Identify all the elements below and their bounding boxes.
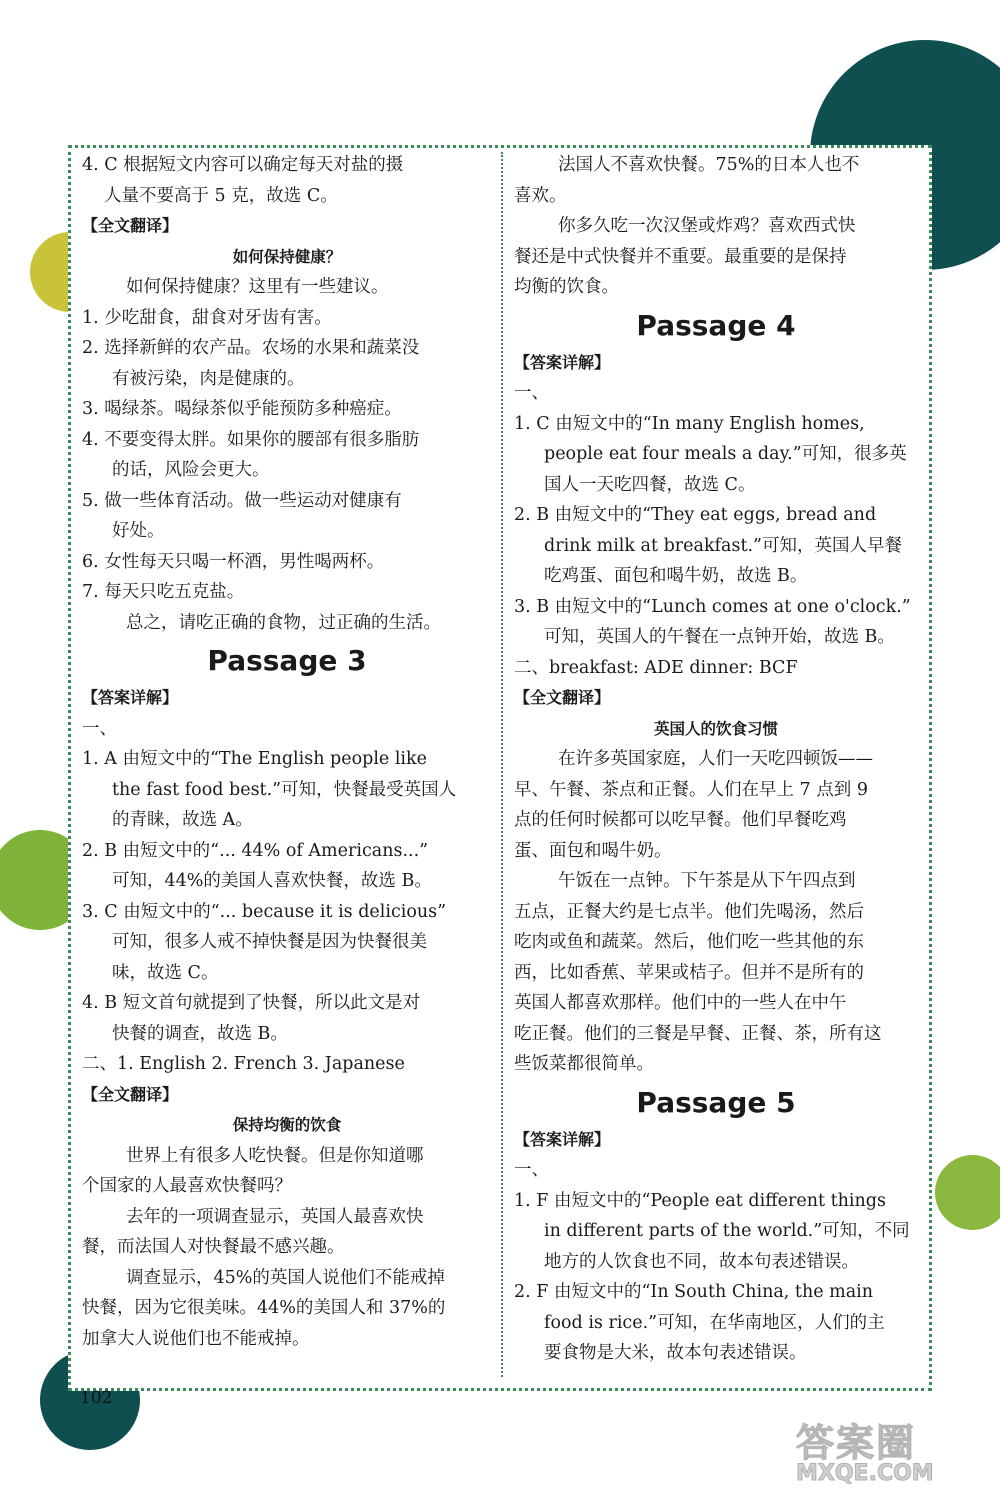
text-line: 调查显示，45%的英国人说他们不能戒掉: [126, 1267, 445, 1288]
answer-line: 可知，44%的美国人喜欢快餐，故选 B。: [112, 871, 432, 891]
text-line: 一、: [514, 383, 549, 403]
right-column: [514, 150, 918, 1369]
watermark: [796, 1412, 986, 1492]
section-tag: 【答案详解】: [82, 688, 179, 707]
answer-line: 3. C 由短文中的“... because it is delicious”: [82, 901, 447, 922]
text-line: 西，比如香蕉、苹果或桔子。但并不是所有的: [514, 962, 864, 983]
page-number: 102: [80, 1388, 113, 1408]
text-line: 你多久吃一次汉堡或炸鸡？喜欢西式快: [558, 216, 856, 236]
answer-line: 吃鸡蛋、面包和喝牛奶，故选 B。: [544, 566, 808, 586]
text-line: 6. 女性每天只喝一杯酒，男性喝两杯。: [82, 551, 385, 572]
answer-line: 3. B 由短文中的“Lunch comes at one o'clock.”: [514, 596, 911, 617]
text-line: 在许多英国家庭，人们一天吃四顿饭——: [558, 749, 873, 769]
text-line: 如何保持健康？这里有一些建议。: [126, 277, 389, 297]
passage-heading: Passage 5: [636, 1085, 796, 1119]
text-line: 一、: [514, 1160, 549, 1180]
section-tag: 【全文翻译】: [82, 1084, 179, 1104]
text-line: 的话，风险会更大。: [112, 460, 270, 480]
text-line: 有被污染，肉是健康的。: [112, 368, 305, 389]
text-line: 加拿大人说他们也不能戒掉。: [82, 1328, 310, 1349]
answer-line: 国人一天吃四餐，故选 C。: [544, 474, 756, 495]
text-line: 1. 少吃甜食，甜食对牙齿有害。: [82, 307, 332, 328]
answer-line: 地方的人饮食也不同，故本句表述错误。: [544, 1251, 859, 1272]
answer-line: the fast food best.”可知，快餐最受英国人: [112, 779, 457, 800]
answer-line: 1. A 由短文中的“The English people like: [82, 749, 427, 769]
column-divider: [501, 152, 503, 1377]
answer-line: in different parts of the world.”可知，不同: [544, 1221, 910, 1241]
text-line: 去年的一项调查显示，英国人最喜欢快: [126, 1206, 424, 1227]
text-line: 喜欢。: [514, 185, 567, 206]
text-line: 2. 选择新鲜的农产品。农场的水果和蔬菜没: [82, 338, 420, 358]
answer-line: 2. B 由短文中的“They eat eggs, bread and: [514, 505, 877, 525]
text-line: 好处。: [112, 521, 165, 541]
watermark-text: 答案圈: [796, 1421, 917, 1465]
passage-heading: Passage 4: [636, 308, 796, 342]
text-line: 个国家的人最喜欢快餐吗？: [82, 1176, 292, 1196]
text-line: 英国人都喜欢那样。他们中的一些人在中午: [514, 993, 847, 1013]
watermark-url: MXQE.COM: [796, 1461, 934, 1486]
text-line: 吃正餐。他们的三餐是早餐、正餐、茶，所有这: [514, 1023, 882, 1044]
answer-line: 2. F 由短文中的“In South China, the main: [514, 1282, 874, 1302]
answer-line: 1. C 由短文中的“In many English homes,: [514, 413, 865, 434]
answer-line: people eat four meals a day.”可知，很多英: [544, 444, 907, 464]
answer-line: 可知，很多人戒不掉快餐是因为快餐很美: [112, 932, 427, 952]
answer-line: 味，故选 C。: [112, 962, 219, 983]
text-line: 法国人不喜欢快餐。75%的日本人也不: [558, 155, 860, 175]
answer-line: food is rice.”可知，在华南地区，人们的主: [544, 1312, 885, 1333]
answer-line: 4. B 短文首句就提到了快餐，所以此文是对: [82, 993, 421, 1013]
text-line: 些饭菜都很简单。: [514, 1054, 654, 1074]
text-line: 世界上有很多人吃快餐。但是你知道哪: [126, 1145, 424, 1166]
text-line: 快餐，因为它很美味。44%的美国人和 37%的: [82, 1298, 446, 1318]
text-line: 5. 做一些体育活动。做一些运动对健康有: [82, 490, 402, 511]
text-line: 均衡的饮食。: [514, 277, 619, 297]
text-line: 4. 不要变得太胖。如果你的腰部有很多脂肪: [82, 429, 420, 450]
answer-line: 快餐的调查，故选 B。: [112, 1023, 288, 1044]
answer-line: 人量不要高于 5 克，故选 C。: [104, 185, 338, 206]
text-line: 餐还是中式快餐并不重要。最重要的是保持: [514, 246, 847, 267]
section-tag: 【全文翻译】: [514, 688, 611, 707]
text-line: 餐，而法国人对快餐最不感兴趣。: [82, 1237, 345, 1257]
answer-line: 二、1. English 2. French 3. Japanese: [82, 1054, 405, 1074]
translation-title: 如何保持健康？: [232, 247, 342, 266]
text-line: 吃肉或鱼和蔬菜。然后，他们吃一些其他的东: [514, 932, 864, 952]
green-circle-right: [935, 1155, 1000, 1230]
answer-line: 的青睐，故选 A。: [112, 810, 253, 830]
passage-heading: Passage 3: [207, 644, 367, 677]
text-line: 7. 每天只吃五克盐。: [82, 582, 245, 602]
section-tag: 【答案详解】: [514, 1129, 611, 1149]
answer-line: 1. F 由短文中的“People eat different things: [514, 1190, 886, 1211]
section-tag: 【全文翻译】: [82, 216, 179, 235]
answer-line: 2. B 由短文中的“... 44% of Americans...”: [82, 840, 429, 861]
text-line: 总之，请吃正确的食物，过正确的生活。: [126, 612, 441, 633]
text-line: 午饭在一点钟。下午茶是从下午四点到: [558, 871, 856, 891]
text-line: 早、午餐、茶点和正餐。人们在早上 7 点到 9: [514, 779, 868, 800]
answer-line: 二、breakfast: ADE dinner: BCF: [514, 657, 798, 678]
translation-title: 英国人的饮食习惯: [653, 719, 778, 738]
text-line: 一、: [82, 718, 117, 739]
text-line: 点的任何时候都可以吃早餐。他们早餐吃鸡: [514, 810, 847, 830]
section-tag: 【答案详解】: [514, 352, 611, 372]
answer-line: 可知，英国人的午餐在一点钟开始，故选 B。: [544, 627, 895, 647]
text-line: 3. 喝绿茶。喝绿茶似乎能预防多种癌症。: [82, 399, 402, 419]
answer-line: drink milk at breakfast.”可知，英国人早餐: [544, 535, 902, 556]
left-column: [82, 150, 492, 1354]
answer-line: 4. C 根据短文内容可以确定每天对盐的摄: [82, 155, 404, 175]
answer-line: 要食物是大米，故本句表述错误。: [544, 1343, 807, 1363]
text-line: 蛋、面包和喝牛奶。: [514, 840, 672, 861]
translation-title: 保持均衡的饮食: [232, 1116, 342, 1134]
text-line: 五点，正餐大约是七点半。他们先喝汤，然后: [514, 901, 864, 922]
